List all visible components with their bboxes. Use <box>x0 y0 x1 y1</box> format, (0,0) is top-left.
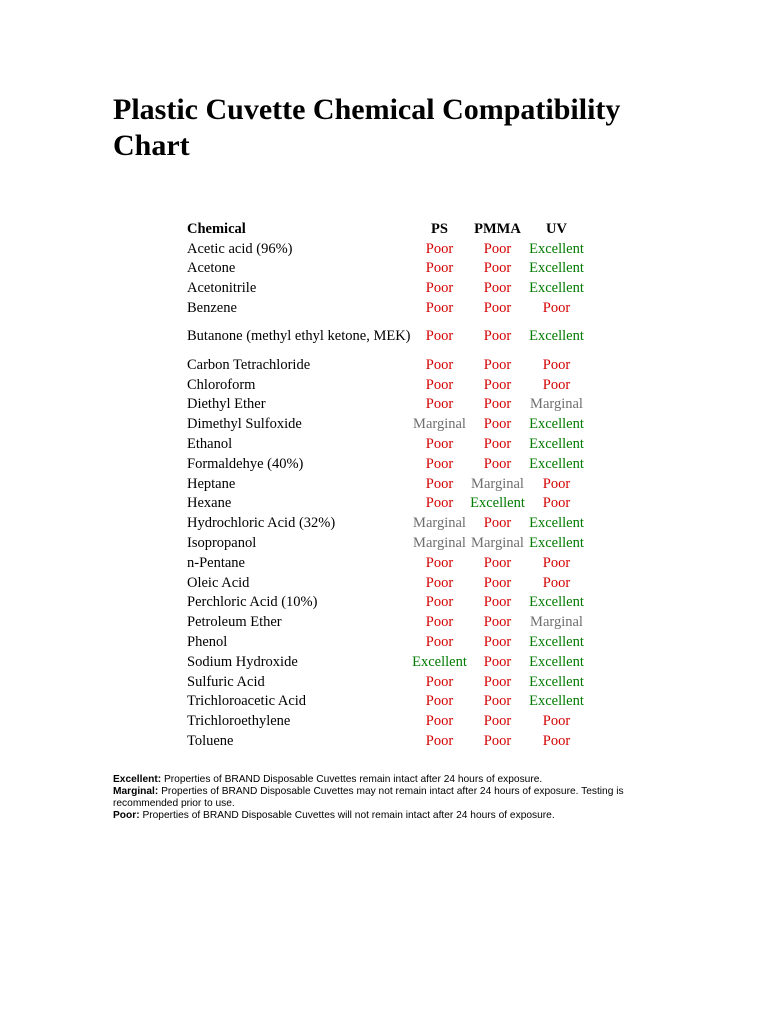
rating-uv: Poor <box>542 713 571 730</box>
rating-uv: Excellent <box>529 634 584 651</box>
rating-ps: Marginal <box>413 535 466 552</box>
table-row <box>187 434 587 454</box>
table-row <box>187 593 587 613</box>
rating-pmma: Marginal <box>471 535 524 552</box>
rating-pmma: Poor <box>483 574 512 591</box>
rating-uv: Excellent <box>529 673 584 690</box>
chemical-name: Formaldehye (40%) <box>187 455 304 472</box>
rating-ps: Poor <box>425 300 454 317</box>
chemical-name: Petroleum Ether <box>187 614 282 631</box>
rating-ps: Poor <box>425 614 454 631</box>
rating-ps: Marginal <box>413 515 466 532</box>
rating-pmma: Poor <box>483 356 512 373</box>
legend-item-marginal <box>113 786 633 810</box>
chemical-name: Hexane <box>187 495 232 512</box>
chemical-name: Phenol <box>187 634 228 651</box>
table-row <box>187 395 587 415</box>
rating-ps: Poor <box>425 713 454 730</box>
table-row <box>187 553 587 573</box>
table-body <box>187 239 587 751</box>
rating-pmma: Poor <box>483 515 512 532</box>
rating-uv: Excellent <box>529 280 584 297</box>
legend-label: Poor: <box>113 810 140 821</box>
rating-ps: Poor <box>425 673 454 690</box>
rating-ps: Poor <box>425 455 454 472</box>
rating-uv: Excellent <box>529 260 584 277</box>
chemical-name: Isopropanol <box>187 535 257 552</box>
rating-ps: Poor <box>425 328 454 345</box>
rating-ps: Poor <box>425 280 454 297</box>
chemical-name: Acetone <box>187 260 236 277</box>
legend-item-excellent <box>113 774 633 786</box>
header-chemical: Chemical <box>187 220 246 237</box>
rating-pmma: Poor <box>483 416 512 433</box>
rating-uv: Poor <box>542 376 571 393</box>
rating-pmma: Poor <box>483 733 512 750</box>
table-row <box>187 298 587 318</box>
table-row <box>187 632 587 652</box>
chemical-name: Trichloroethylene <box>187 713 291 730</box>
chemical-name: Diethyl Ether <box>187 396 266 413</box>
table-row <box>187 731 587 751</box>
rating-pmma: Excellent <box>470 495 525 512</box>
table-row <box>187 259 587 279</box>
chemical-name: Acetonitrile <box>187 280 257 297</box>
rating-uv: Poor <box>542 574 571 591</box>
rating-pmma: Poor <box>483 328 512 345</box>
chemical-name: Dimethyl Sulfoxide <box>187 416 302 433</box>
header-pmma: PMMA <box>474 220 521 237</box>
rating-pmma: Poor <box>483 614 512 631</box>
table-header-row <box>187 219 587 239</box>
chemical-name: n-Pentane <box>187 554 245 571</box>
header-uv: UV <box>546 220 567 237</box>
table-row <box>187 494 587 514</box>
table-row <box>187 318 587 355</box>
chemical-name: Benzene <box>187 300 237 317</box>
chemical-name: Butanone (methyl ethyl ketone, MEK) <box>187 328 411 345</box>
rating-uv: Poor <box>542 356 571 373</box>
table-row <box>187 533 587 553</box>
rating-uv: Excellent <box>529 653 584 670</box>
rating-ps: Poor <box>425 574 454 591</box>
rating-pmma: Poor <box>483 693 512 710</box>
chemical-name: Perchloric Acid (10%) <box>187 594 318 611</box>
rating-ps: Poor <box>425 634 454 651</box>
rating-uv: Excellent <box>529 693 584 710</box>
rating-ps: Poor <box>425 733 454 750</box>
rating-pmma: Poor <box>483 673 512 690</box>
rating-uv: Excellent <box>529 436 584 453</box>
rating-ps: Poor <box>425 495 454 512</box>
rating-uv: Excellent <box>529 416 584 433</box>
table-row <box>187 711 587 731</box>
rating-uv: Poor <box>542 475 571 492</box>
chemical-name: Sulfuric Acid <box>187 673 265 690</box>
chemical-name: Acetic acid (96%) <box>187 240 293 257</box>
legend-text: Properties of BRAND Disposable Cuvettes will not remain intact after 24 hours of exposure. <box>142 810 555 821</box>
rating-uv: Poor <box>542 554 571 571</box>
rating-ps: Poor <box>425 693 454 710</box>
header-ps: PS <box>431 220 448 237</box>
rating-ps: Poor <box>425 240 454 257</box>
table-row <box>187 573 587 593</box>
table-row <box>187 239 587 259</box>
legend <box>113 774 633 822</box>
legend-label: Marginal: <box>113 786 159 797</box>
rating-pmma: Marginal <box>471 475 524 492</box>
rating-pmma: Poor <box>483 260 512 277</box>
rating-uv: Excellent <box>529 240 584 257</box>
chemical-name: Carbon Tetrachloride <box>187 356 311 373</box>
chemical-name: Toluene <box>187 733 234 750</box>
rating-pmma: Poor <box>483 300 512 317</box>
rating-uv: Excellent <box>529 594 584 611</box>
rating-pmma: Poor <box>483 436 512 453</box>
rating-pmma: Poor <box>483 594 512 611</box>
rating-pmma: Poor <box>483 455 512 472</box>
chemical-name: Hydrochloric Acid (32%) <box>187 515 336 532</box>
rating-pmma: Poor <box>483 554 512 571</box>
rating-uv: Excellent <box>529 535 584 552</box>
rating-ps: Poor <box>425 356 454 373</box>
rating-pmma: Poor <box>483 376 512 393</box>
rating-uv: Excellent <box>529 328 584 345</box>
table-row <box>187 513 587 533</box>
rating-ps: Poor <box>425 396 454 413</box>
chemical-name: Sodium Hydroxide <box>187 653 298 670</box>
rating-pmma: Poor <box>483 634 512 651</box>
rating-uv: Poor <box>542 300 571 317</box>
rating-uv: Excellent <box>529 515 584 532</box>
table-row <box>187 612 587 632</box>
rating-ps: Poor <box>425 554 454 571</box>
rating-uv: Marginal <box>530 614 583 631</box>
table-row <box>187 474 587 494</box>
rating-uv: Excellent <box>529 455 584 472</box>
rating-ps: Excellent <box>412 653 467 670</box>
rating-pmma: Poor <box>483 653 512 670</box>
legend-text: Properties of BRAND Disposable Cuvettes remain intact after 24 hours of exposure. <box>163 774 543 785</box>
rating-pmma: Poor <box>483 713 512 730</box>
compatibility-table <box>187 219 587 751</box>
rating-ps: Poor <box>425 594 454 611</box>
table-row <box>187 375 587 395</box>
table-row <box>187 672 587 692</box>
rating-uv: Marginal <box>530 396 583 413</box>
chemical-name: Chloroform <box>187 376 256 393</box>
rating-ps: Poor <box>425 260 454 277</box>
rating-uv: Poor <box>542 495 571 512</box>
table-row <box>187 652 587 672</box>
rating-pmma: Poor <box>483 280 512 297</box>
table-row <box>187 414 587 434</box>
table-row <box>187 692 587 712</box>
rating-ps: Marginal <box>413 416 466 433</box>
rating-ps: Poor <box>425 376 454 393</box>
rating-ps: Poor <box>425 436 454 453</box>
page-title: Plastic Cuvette Chemical Compatibility Chart <box>113 93 621 162</box>
table-row <box>187 454 587 474</box>
rating-uv: Poor <box>542 733 571 750</box>
table-row <box>187 355 587 375</box>
rating-pmma: Poor <box>483 396 512 413</box>
chemical-name: Oleic Acid <box>187 574 250 591</box>
chemical-name: Ethanol <box>187 436 233 453</box>
chemical-name: Heptane <box>187 475 236 492</box>
rating-pmma: Poor <box>483 240 512 257</box>
rating-ps: Poor <box>425 475 454 492</box>
legend-item-poor <box>113 810 633 822</box>
table-row <box>187 278 587 298</box>
legend-text: Properties of BRAND Disposable Cuvettes may not remain intact after 24 hours of exposure. Testing is recommended prior to use. <box>113 786 624 809</box>
chemical-name: Trichloroacetic Acid <box>187 693 307 710</box>
legend-label: Excellent: <box>113 774 162 785</box>
